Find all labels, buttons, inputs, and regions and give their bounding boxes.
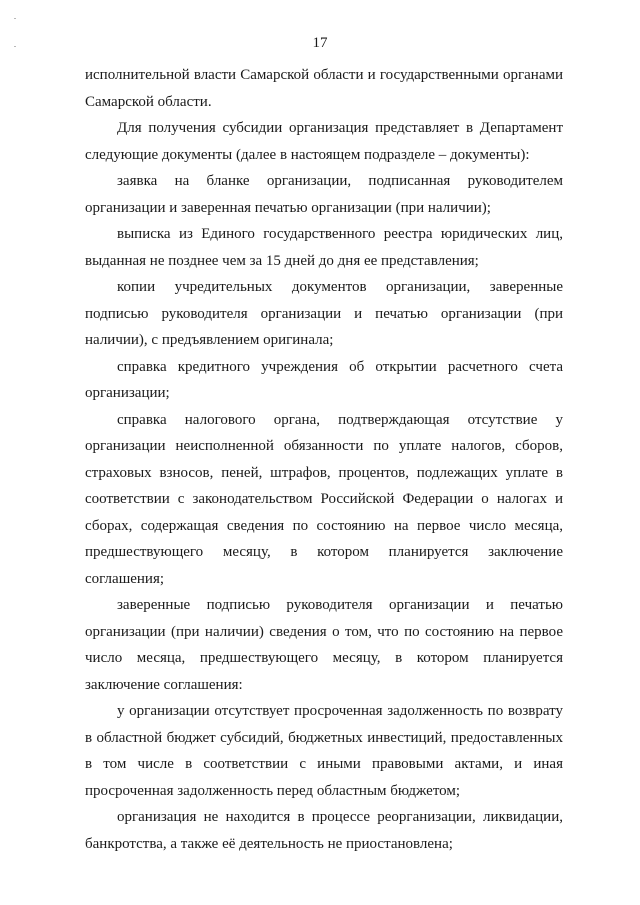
paragraph-no-overdue-debt: у организации отсутствует просроченная задолженность по возврату в областной бюджет субсидий, бюджетных инвестиций, предоставленных в том числе в соответствии с иными правовыми актами, и иная просроченная задолженность перед областным бюджетом;: [85, 703, 563, 799]
page-number: 17: [312, 35, 328, 51]
paragraph-tax-certificate: справка налогового органа, подтверждающая отсутствие у организации неисполненной обязанности по уплате налогов, сборов, страховых взносов, пеней, штрафов, процентов, подлежащих уплате в соответствии с законодательством Российской Федерации о налогах и сборах, содержащая сведения по состоянию на первое число месяца, предшествующего месяцу, в котором планируется заключение соглашения;: [85, 411, 563, 587]
document-body: [85, 62, 563, 857]
paragraph-documents-intro: Для получения субсидии организация представляет в Департамент следующие документы (далее в настоящем подразделе – документы):: [85, 120, 563, 163]
paragraph-continuation: исполнительной власти Самарской области и государственными органами Самарской области.: [85, 67, 563, 110]
margin-mark: [14, 18, 16, 19]
paragraph-no-reorganization: организация не находится в процессе реорганизации, ликвидации, банкротства, а также её деятельность не приостановлена;: [85, 809, 563, 852]
paragraph-founding-documents: копии учредительных документов организации, заверенные подписью руководителя организации и печатью организации (при наличии), с предъявлением оригинала;: [85, 279, 563, 348]
paragraph-certified-info: заверенные подписью руководителя организации и печатью организации (при наличии) сведения о том, что по состоянию на первое число месяца, предшествующего месяцу, в котором планируется заключение соглашения:: [85, 597, 563, 693]
paragraph-registry-extract: выписка из Единого государственного реестра юридических лиц, выданная не позднее чем за 15 дней до дня ее представления;: [85, 226, 563, 269]
paragraph-application: заявка на бланке организации, подписанная руководителем организации и заверенная печатью организации (при наличии);: [85, 173, 563, 216]
paragraph-bank-certificate: справка кредитного учреждения об открытии расчетного счета организации;: [85, 358, 563, 401]
